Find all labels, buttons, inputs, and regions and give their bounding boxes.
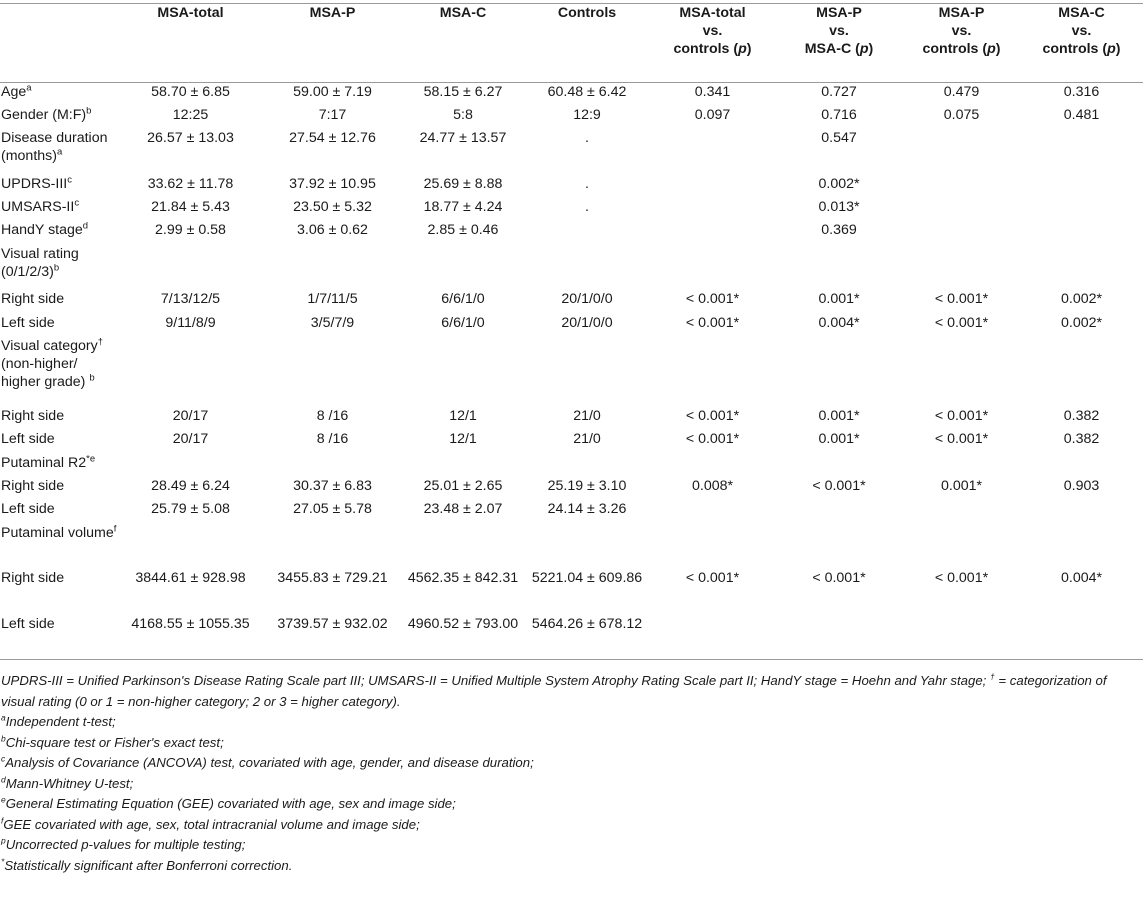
table-cell: 0.716 <box>821 106 857 123</box>
header-msa-p: MSA-P <box>263 4 402 83</box>
footnote-item: $^a$Independent t-test; <box>1 713 116 730</box>
footnote-list <box>1 712 1141 876</box>
footnote-abbreviations: UPDRS-III = Unified Parkinson's Disease Rating Scale part III; UMSARS-II = Unified Multiple System Atrophy Rating Scale part II; HandY stage = Hoehn and Yahr stage; † = categorization of visual rating (0 or 1 = non-higher category; 2 or 3 = higher category). <box>1 672 1107 709</box>
table-cell: 0.547 <box>821 130 857 147</box>
table-cell: 5221.04 ± 609.86 <box>531 570 643 587</box>
footnote-item: $^b$Chi-square test or Fisher's exact test; <box>1 733 224 750</box>
table-cell: 3739.57 ± 932.02 <box>263 615 402 660</box>
table-cell: 5464.26 ± 678.12 <box>524 615 650 660</box>
table-cell: < 0.001* <box>685 314 740 331</box>
table-cell: 28.49 ± 6.24 <box>151 477 230 494</box>
table-cell: 0.727 <box>821 84 857 100</box>
row-label: Left side <box>0 615 118 660</box>
table-cell <box>775 454 903 477</box>
row-label: Right side <box>1 291 65 308</box>
table-cell <box>775 615 903 660</box>
table-cell <box>118 245 263 290</box>
table-header <box>0 4 1143 83</box>
table-cell <box>1020 175 1143 198</box>
table-cell: 24.77 ± 13.57 <box>419 130 507 147</box>
table-cell <box>650 500 775 523</box>
table-cell: 2.85 ± 0.46 <box>427 222 499 239</box>
table-cell <box>903 245 1020 290</box>
table-cell: 25.19 ± 3.10 <box>547 477 627 494</box>
table-cell: < 0.001* <box>685 291 740 308</box>
table-cell: < 0.001* <box>934 291 989 308</box>
header-msa-c: MSA-C <box>402 4 524 83</box>
table-cell <box>903 175 1020 198</box>
table-row <box>0 407 1143 430</box>
table-cell <box>650 175 775 198</box>
table-cell: 12/1 <box>449 407 477 424</box>
table-cell: 18.77 ± 4.24 <box>423 199 503 216</box>
table-cell: 0.382 <box>1063 431 1100 448</box>
table-row <box>0 175 1143 198</box>
table-cell: . <box>585 175 589 192</box>
table-cell: 27.05 ± 5.78 <box>293 501 372 518</box>
table-cell: 25.69 ± 8.88 <box>423 175 503 192</box>
table-cell: 0.382 <box>1063 407 1100 424</box>
table-cell: 0.002* <box>818 175 860 192</box>
table-cell <box>402 245 524 290</box>
table-cell: . <box>585 130 589 147</box>
table-cell <box>402 337 524 407</box>
table-cell: 0.001* <box>818 431 860 448</box>
table-cell <box>1020 221 1143 244</box>
table-cell: < 0.001* <box>934 570 989 587</box>
row-label: HandY stage$^d$ <box>1 220 89 239</box>
table-cell: < 0.001* <box>685 407 740 424</box>
table-cell <box>775 245 903 290</box>
row-label: Left side <box>1 314 55 331</box>
table-cell: 3/5/7/9 <box>310 314 355 331</box>
table-cell: 12:25 <box>172 106 209 123</box>
table-cell: 26.57 ± 13.03 <box>147 130 234 147</box>
table-cell: < 0.001* <box>934 314 989 331</box>
table-cell: 59.00 ± 7.19 <box>293 84 372 100</box>
table-cell: 0.001* <box>940 477 983 494</box>
table-row <box>0 615 1143 660</box>
table-cell: < 0.001* <box>934 431 989 448</box>
table-cell: 4168.55 ± 1055.35 <box>118 615 263 660</box>
table-cell <box>1020 500 1143 523</box>
table-cell: 20/17 <box>172 407 209 424</box>
table-cell: 3844.61 ± 928.98 <box>135 570 246 587</box>
table-cell: 0.008* <box>691 477 734 494</box>
table-cell: 8 /16 <box>316 407 349 424</box>
table-cell: 0.013* <box>818 199 860 216</box>
row-label: Visual category† (non-higher/ higher grade) $^b$ <box>1 336 104 391</box>
header-blank <box>0 4 118 83</box>
table-cell: 58.15 ± 6.27 <box>423 84 503 100</box>
row-label: UMSARS-$II^c$ <box>1 197 80 216</box>
table-cell <box>524 454 650 477</box>
table-cell: 33.62 ± 11.78 <box>147 175 234 192</box>
row-label: Putaminal volume$^f$ <box>1 523 117 541</box>
table-row <box>0 245 1143 290</box>
table-footnotes <box>0 671 1141 876</box>
row-label: UPDRS-III$^c$ <box>1 173 72 192</box>
row-label: Disease duration (months)$^a$ <box>1 130 108 165</box>
table-cell <box>118 337 263 407</box>
table-cell <box>118 524 263 569</box>
table-cell <box>1020 129 1143 174</box>
row-label: Putaminal R2$^{*e}$ <box>1 452 96 471</box>
table-cell: 0.316 <box>1063 84 1100 100</box>
table-cell <box>524 524 650 569</box>
footnote-item: $^e$General Estimating Equation (GEE) covariated with age, sex and image side; <box>1 795 456 812</box>
table-cell: 0.004* <box>818 314 860 331</box>
table-cell: . <box>585 199 589 216</box>
table-cell: 20/17 <box>172 431 209 448</box>
table-cell: 60.48 ± 6.42 <box>547 84 627 100</box>
table-cell: 0.479 <box>943 84 980 100</box>
table-cell: 6/6/1/0 <box>441 291 485 308</box>
table-cell <box>775 500 903 523</box>
table-row <box>0 569 1143 614</box>
table-cell: 25.01 ± 2.65 <box>423 477 503 494</box>
footnote-item: $^d$Mann-Whitney U-test; <box>1 774 134 791</box>
data-table <box>0 3 1143 660</box>
table-row <box>0 500 1143 523</box>
table-cell <box>524 221 650 244</box>
table-container <box>0 3 1143 876</box>
table-cell <box>402 524 524 569</box>
row-label: Left side <box>1 501 55 518</box>
table-cell: 5:8 <box>453 106 473 123</box>
table-row <box>0 430 1143 453</box>
table-cell: 20/1/0/0 <box>561 314 613 331</box>
table-cell <box>1020 454 1143 477</box>
table-cell <box>903 337 1020 407</box>
table-body <box>0 83 1143 660</box>
table-row <box>0 129 1143 174</box>
footnote-item: $^p$Uncorrected p-values for multiple testing; <box>1 836 246 853</box>
table-cell <box>903 615 1020 660</box>
table-cell: 4960.52 ± 793.00 <box>402 615 524 660</box>
table-row <box>0 454 1143 477</box>
table-cell: 25.79 ± 5.08 <box>151 501 230 518</box>
table-cell: 0.903 <box>1063 477 1100 494</box>
table-cell <box>903 221 1020 244</box>
table-row <box>0 314 1143 337</box>
table-cell <box>903 129 1020 174</box>
table-cell: 21/0 <box>573 431 601 448</box>
row-label: Age$^a$ <box>1 82 32 100</box>
table-cell: 4562.35 ± 842.31 <box>407 570 519 587</box>
table-cell: 0.004* <box>1060 570 1103 587</box>
table-cell: 9/11/8/9 <box>165 314 216 331</box>
table-cell: 12/1 <box>449 431 477 448</box>
table-cell: 0.001* <box>818 407 860 424</box>
header-controls: Controls <box>524 4 650 83</box>
table-cell: 0.075 <box>943 106 980 123</box>
row-label: Right side <box>1 570 65 587</box>
table-cell: 0.369 <box>821 222 857 239</box>
table-cell: 2.99 ± 0.58 <box>155 222 226 239</box>
header-msa-total-vs-controls: MSA-total vs. controls (p) <box>650 4 775 83</box>
table-cell: 7:17 <box>318 106 347 123</box>
table-cell <box>1020 615 1143 660</box>
header-msa-c-vs-controls: MSA-C vs. controls (p) <box>1020 4 1143 83</box>
row-label: Visual rating $(0/1/2/3)^b$ <box>1 245 79 280</box>
table-row <box>0 290 1143 313</box>
header-msa-p-vs-controls: MSA-P vs. controls (p) <box>903 4 1020 83</box>
table-cell <box>775 524 903 569</box>
table-cell: 21/0 <box>573 407 601 424</box>
table-cell: 6/6/1/0 <box>441 314 485 331</box>
table-row <box>0 524 1143 569</box>
table-row <box>0 337 1143 407</box>
row-label: Right side <box>1 407 65 424</box>
table-cell: 0.001* <box>818 291 860 308</box>
table-cell: 0.341 <box>694 84 731 100</box>
table-cell: 0.481 <box>1063 106 1100 123</box>
table-cell <box>903 500 1020 523</box>
table-cell: < 0.001* <box>685 570 740 587</box>
footnote-item: $^f$GEE covariated with age, sex, total intracranial volume and image side; <box>1 815 420 832</box>
table-row <box>0 83 1143 106</box>
table-cell: < 0.001* <box>934 407 989 424</box>
table-row <box>0 106 1143 129</box>
table-cell <box>1020 198 1143 221</box>
table-cell: 27.54 ± 12.76 <box>289 130 376 147</box>
footnote-item: $^c$Analysis of Covariance (ANCOVA) test, covariated with age, gender, and disease duration; <box>1 754 534 771</box>
table-cell <box>402 454 524 477</box>
table-cell: 58.70 ± 6.85 <box>151 84 230 100</box>
table-cell <box>1020 337 1143 407</box>
table-cell: 3455.83 ± 729.21 <box>277 570 388 587</box>
table-cell <box>1020 524 1143 569</box>
table-cell <box>903 198 1020 221</box>
table-cell <box>650 129 775 174</box>
header-msa-p-vs-msa-c: MSA-P vs. MSA-C (p) <box>775 4 903 83</box>
header-row <box>0 4 1143 83</box>
table-cell <box>524 245 650 290</box>
table-cell <box>524 337 650 407</box>
table-cell <box>775 337 903 407</box>
table-cell: 23.48 ± 2.07 <box>423 501 503 518</box>
row-label: Right side <box>1 477 65 494</box>
table-cell <box>650 221 775 244</box>
table-cell: 0.097 <box>694 106 731 123</box>
table-cell: 37.92 ± 10.95 <box>289 175 376 192</box>
table-row <box>0 221 1143 244</box>
row-label: Left side <box>1 431 55 448</box>
table-row <box>0 477 1143 500</box>
table-cell <box>903 524 1020 569</box>
table-cell: < 0.001* <box>812 477 866 494</box>
table-cell: 7/13/12/5 <box>160 291 221 308</box>
table-cell: 8 /16 <box>316 431 349 448</box>
table-cell <box>650 454 775 477</box>
table-cell <box>650 337 775 407</box>
table-cell <box>263 245 402 290</box>
table-cell: 1/7/11/5 <box>307 291 358 308</box>
table-cell: 3.06 ± 0.62 <box>297 222 368 239</box>
table-cell: 20/1/0/0 <box>561 291 613 308</box>
header-msa-total: MSA-total <box>118 4 263 83</box>
row-label: Gender (M:F)$^b$ <box>1 105 92 123</box>
table-cell <box>263 337 402 407</box>
table-cell <box>650 615 775 660</box>
footnote-item: *Statistically significant after Bonferroni correction. <box>1 856 293 873</box>
table-cell: 0.002* <box>1060 314 1103 331</box>
table-cell <box>1020 245 1143 290</box>
table-cell <box>650 198 775 221</box>
table-cell <box>263 454 402 477</box>
table-cell <box>903 454 1020 477</box>
table-cell <box>263 524 402 569</box>
table-cell: < 0.001* <box>812 570 866 587</box>
table-cell <box>650 524 775 569</box>
table-cell: 0.002* <box>1060 291 1103 308</box>
table-cell: 21.84 ± 5.43 <box>151 199 230 216</box>
table-cell: 12:9 <box>573 106 601 123</box>
table-cell: 24.14 ± 3.26 <box>547 501 627 518</box>
table-cell: < 0.001* <box>685 431 740 448</box>
table-cell <box>118 454 263 477</box>
table-cell <box>650 245 775 290</box>
table-cell: 23.50 ± 5.32 <box>293 199 372 216</box>
table-cell: 30.37 ± 6.83 <box>293 477 372 494</box>
table-row <box>0 198 1143 221</box>
